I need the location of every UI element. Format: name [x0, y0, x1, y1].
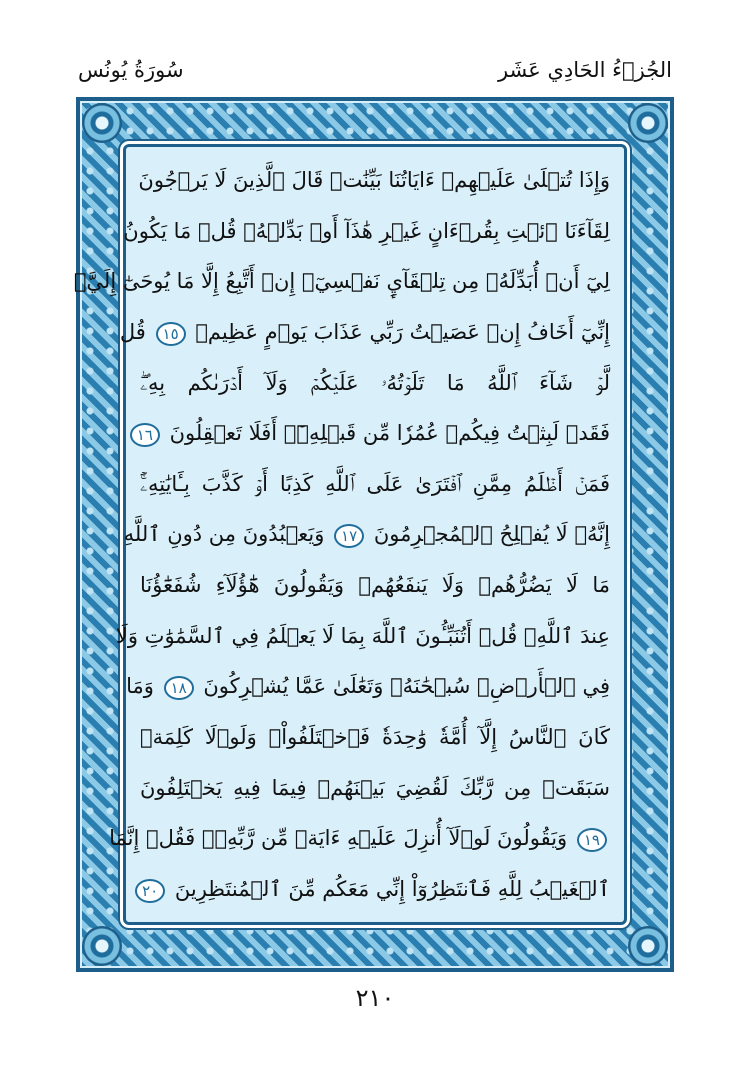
verse-marker: ١٩: [577, 828, 607, 852]
line-text: فَمَنۡ أَظۡلَمُ مِمَّنِ ٱفۡتَرَىٰ عَلَى ٱللَّهِ كَذِبًا أَوۡ كَذَّبَ بِـَٔايَٰتِهِۦٓۚ: [140, 471, 610, 496]
verse-marker: ٢٠: [135, 879, 165, 903]
text-line-1: [140, 157, 610, 203]
verse-lines: [73, 157, 610, 912]
line-text: إِنَّهُۥ لَا يُفۡلِحُ ٱلۡمُجۡرِمُونَ: [373, 522, 610, 547]
text-panel: [73, 144, 627, 925]
line-text: لِيٓ أَنۡ أُبَدِّلَهُۥ مِن تِلۡقَآيِٕ نَفۡسِيٓۖ إِنۡ أَتَّبِعُ إِلَّا مَا يُوحَىٰٓ إِلَيَّۖ: [73, 269, 610, 294]
line-text: وَيَقُولُونَ لَوۡلَآ أُنزِلَ عَلَيۡهِ ءَايَةٞ مِّن رَّبِّهِۦۖ فَقُلۡ إِنَّمَا: [109, 826, 568, 851]
text-line-9: [140, 562, 610, 608]
line-text: كَانَ ٱلنَّاسُ إِلَّآ أُمَّةٗ وَٰحِدَةٗ فَٱخۡتَلَفُواْۚ وَلَوۡلَا كَلِمَةٞ: [140, 725, 610, 750]
corner-ornament-icon: [628, 926, 668, 966]
text-line-15: [140, 866, 610, 912]
juz-label: الجُزۡءُ الحَادِي عَشَر: [497, 58, 672, 82]
text-line-5: [140, 360, 610, 406]
page-header: [78, 58, 672, 88]
line-text: وَإِذَا تُتۡلَىٰ عَلَيۡهِمۡ ءَايَاتُنَا بَيِّنَٰتٖ قَالَ ٱلَّذِينَ لَا يَرۡجُونَ: [138, 168, 610, 192]
ornamental-border: [73, 97, 674, 972]
line-text: مَا لَا يَضُرُّهُمۡ وَلَا يَنفَعُهُمۡ وَيَقُولُونَ هَٰٓؤُلَآءِ شُفَعَٰٓؤُنَا: [140, 573, 610, 598]
text-line-12: [140, 714, 610, 760]
line-text: وَمَا: [126, 674, 154, 699]
text-line-10: [115, 613, 610, 659]
text-line-4: [119, 309, 610, 355]
line-text: لِقَآءَنَا ٱئۡتِ بِقُرۡءَانٍ غَيۡرِ هَٰذَآ أَوۡ بَدِّلۡهُۚ قُلۡ مَا يَكُونُ: [123, 218, 610, 243]
text-line-2: [123, 208, 610, 254]
text-line-3: [73, 258, 610, 304]
text-line-6: [136, 410, 610, 456]
corner-ornament-icon: [82, 926, 122, 966]
line-text: وَيَعۡبُدُونَ مِن دُونِ ٱللَّهِ: [123, 522, 325, 547]
verse-marker: ١٨: [164, 676, 194, 700]
text-line-11: [126, 663, 610, 709]
line-text: ٱلۡغَيۡبُ لِلَّهِ فَٱنتَظِرُوٓاْ إِنِّي مَعَكُم مِّنَ ٱلۡمُنتَظِرِينَ: [174, 876, 610, 901]
line-text: لَّوۡ شَآءَ ٱللَّهُ مَا تَلَوۡتُهُۥ عَلَيۡكُمۡ وَلَآ أَدۡرَىٰكُم بِهِۦۖ: [140, 370, 610, 395]
line-text: فَقَدۡ لَبِثۡتُ فِيكُمۡ عُمُرٗا مِّن قَبۡلِهِۦٓۚ أَفَلَا تَعۡقِلُونَ: [169, 421, 610, 446]
verse-marker: ١٦: [130, 423, 160, 447]
line-text: سَبَقَتۡ مِن رَّبِّكَ لَقُضِيَ بَيۡنَهُمۡ فِيمَا فِيهِ يَخۡتَلِفُونَ: [140, 775, 610, 800]
line-text: عِندَ ٱللَّهِۚ قُلۡ أَتُنَبِّـُٔونَ ٱللَّهَ بِمَا لَا يَعۡلَمُ فِي ٱلسَّمَٰوَٰتِ وَلَا: [115, 623, 610, 648]
line-text: فِي ٱلۡأَرۡضِۚ سُبۡحَٰنَهُۥ وَتَعَٰلَىٰ عَمَّا يُشۡرِكُونَ: [203, 674, 610, 699]
text-line-13: [140, 765, 610, 811]
text-line-14: [109, 815, 610, 861]
corner-ornament-icon: [628, 103, 668, 143]
line-text: قُل: [119, 319, 146, 344]
text-line-8: [123, 511, 610, 557]
surah-label: سُورَةُ يُونُس: [78, 58, 184, 82]
verse-marker: ١٧: [334, 524, 364, 548]
corner-ornament-icon: [82, 103, 122, 143]
page-number: ٢١٠: [355, 984, 395, 1012]
verse-marker: ١٥: [156, 322, 186, 346]
line-text: إِنِّيٓ أَخَافُ إِنۡ عَصَيۡتُ رَبِّي عَذَابَ يَوۡمٍ عَظِيمٖ: [195, 319, 610, 344]
text-line-7: [140, 461, 610, 507]
